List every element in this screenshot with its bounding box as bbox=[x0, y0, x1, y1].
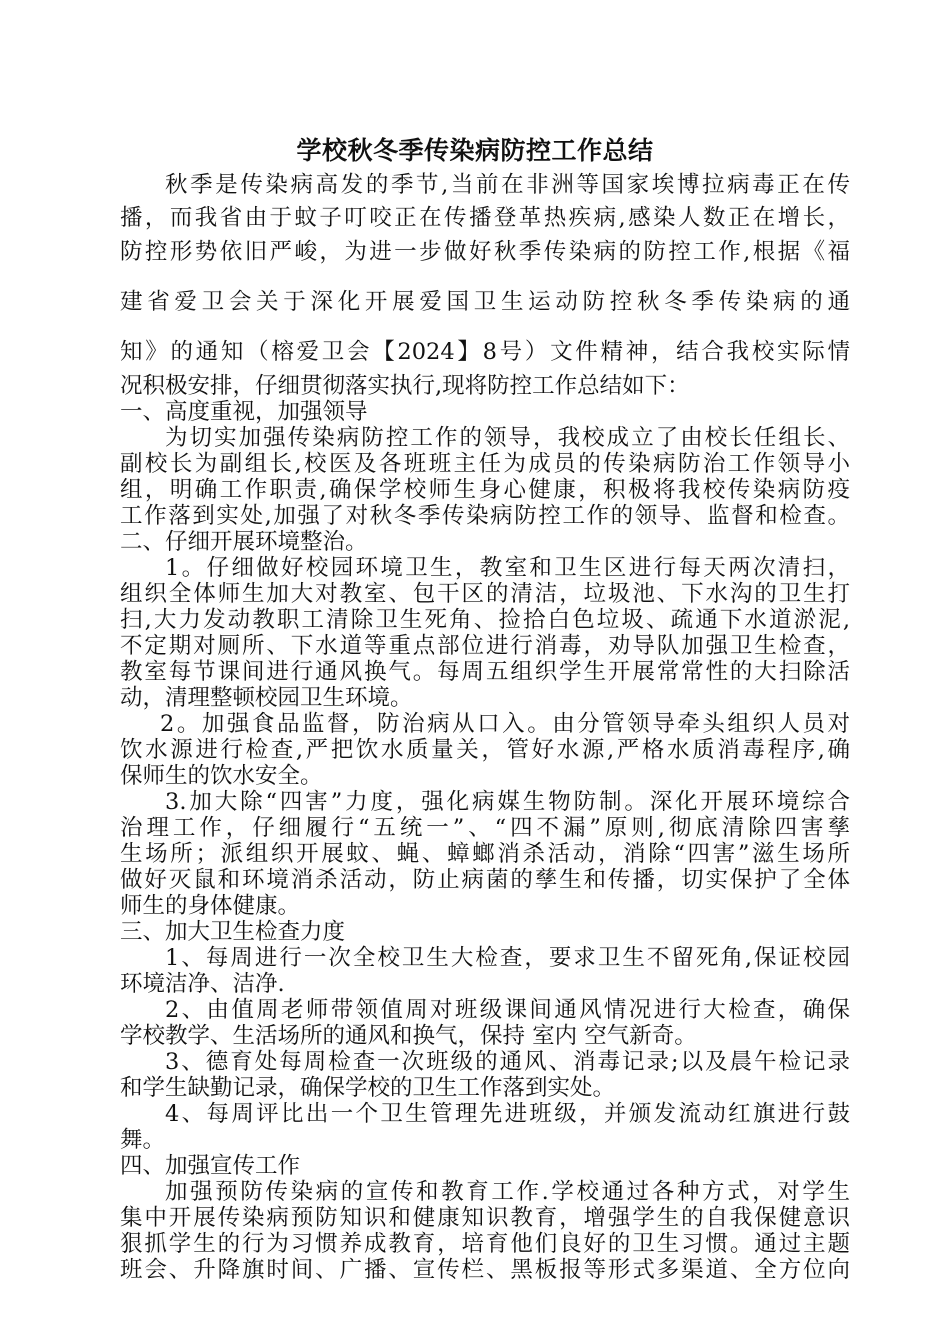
text-line: 3.加大除“四害”力度，强化病媒生物防制。深化开展环境综合 bbox=[165, 789, 850, 815]
text-line: 不定期对厕所、下水道等重点部位进行消毒，劝导队加强卫生检查， bbox=[120, 633, 850, 659]
text-line: 秋季是传染病高发的季节,当前在非洲等国家埃博拉病毒正在传 bbox=[165, 172, 850, 198]
text-line: 1。仔细做好校园环境卫生，教室和卫生区进行每天两次清扫， bbox=[165, 555, 850, 581]
text-line: 1、每周进行一次全校卫生大检查，要求卫生不留死角,保证校园 bbox=[165, 945, 850, 971]
text-line: 加强预防传染病的宣传和教育工作.学校通过各种方式，对学生 bbox=[165, 1179, 850, 1205]
text-line: 和学生缺勤记录，确保学校的卫生工作落到实处。 bbox=[120, 1075, 616, 1101]
text-line: 生场所；派组织开展蚊、蝇、蟑螂消杀活动，消除“四害”滋生场所 bbox=[120, 841, 850, 867]
text-line: 动，清理整顿校园卫生环境。 bbox=[120, 685, 413, 711]
text-line: 知》的通知（榕爱卫会【2024】8号）文件精神，结合我校实际情 bbox=[120, 339, 850, 365]
text-line: 2、由值周老师带领值周对班级课间通风情况进行大检查，确保 bbox=[165, 997, 850, 1023]
text-line: 播，而我省由于蚊子叮咬正在传播登革热疾病,感染人数正在增长， bbox=[120, 205, 850, 231]
document-title: 学校秋冬季传染病防控工作总结 bbox=[296, 136, 654, 165]
text-line: 4、每周评比出一个卫生管理先进班级，并颁发流动红旗进行鼓 bbox=[165, 1101, 850, 1127]
text-line: 3、德育处每周检查一次班级的通风、消毒记录;以及晨午检记录 bbox=[165, 1049, 850, 1075]
section-heading: 四、加强宣传工作 bbox=[120, 1153, 301, 1179]
text-line: 师生的身体健康。 bbox=[120, 893, 301, 919]
text-line: 饮水源进行检查,严把饮水质量关，管好水源,严格水质消毒程序,确 bbox=[120, 737, 850, 763]
text-line: 况积极安排，仔细贯彻落实执行,现将防控工作总结如下： bbox=[120, 373, 690, 399]
text-line: 班会、升降旗时间、广播、宣传栏、黑板报等形式多渠道、全方位向 bbox=[120, 1257, 850, 1283]
text-line: 舞。 bbox=[120, 1127, 166, 1153]
text-line: 教室每节课间进行通风换气。每周五组织学生开展常常性的大扫除活 bbox=[120, 659, 850, 685]
section-heading: 一、高度重视，加强领导 bbox=[120, 399, 368, 425]
text-line: 组，明确工作职责,确保学校师生身心健康，积极将我校传染病防疫 bbox=[120, 477, 850, 503]
text-line: 环境洁净、洁净. bbox=[120, 971, 285, 997]
text-line: 保师生的饮水安全。 bbox=[120, 763, 323, 789]
text-line: 做好灭鼠和环境消杀活动，防止病菌的孳生和传播，切实保护了全体 bbox=[120, 867, 850, 893]
text-line: 防控形势依旧严峻，为进一步做好秋季传染病的防控工作,根据《福 bbox=[120, 239, 850, 265]
text-line: 副校长为副组长,校医及各班班主任为成员的传染病防治工作领导小 bbox=[120, 451, 850, 477]
text-line: 建省爱卫会关于深化开展爱国卫生运动防控秋冬季传染病的通 bbox=[120, 289, 850, 315]
text-line: 工作落到实处,加强了对秋冬季传染病防控工作的领导、监督和检查。 bbox=[120, 503, 850, 529]
text-line: 学校教学、生活场所的通风和换气，保持 室内 空气新奇。 bbox=[120, 1023, 697, 1049]
text-line: 治理工作，仔细履行“五统一”、“四不漏”原则,彻底清除四害孳 bbox=[120, 815, 850, 841]
section-heading: 二、仔细开展环境整治。 bbox=[120, 529, 368, 555]
section-heading: 三、加大卫生检查力度 bbox=[120, 919, 346, 945]
text-line: 组织全体师生加大对教室、包干区的清洁，垃圾池、下水沟的卫生打 bbox=[120, 581, 850, 607]
text-line: 2。加强食品监督，防治病从口入。由分管领导牵头组织人员对 bbox=[160, 711, 850, 737]
text-line: 狠抓学生的行为习惯养成教育，培育他们良好的卫生习惯。通过主题 bbox=[120, 1231, 850, 1257]
text-line: 为切实加强传染病防控工作的领导，我校成立了由校长任组长、 bbox=[165, 425, 850, 451]
text-line: 扫,大力发动教职工清除卫生死角、捡拾白色垃圾、疏通下水道淤泥, bbox=[120, 607, 850, 633]
text-line: 集中开展传染病预防知识和健康知识教育，增强学生的自我保健意识 bbox=[120, 1205, 850, 1231]
